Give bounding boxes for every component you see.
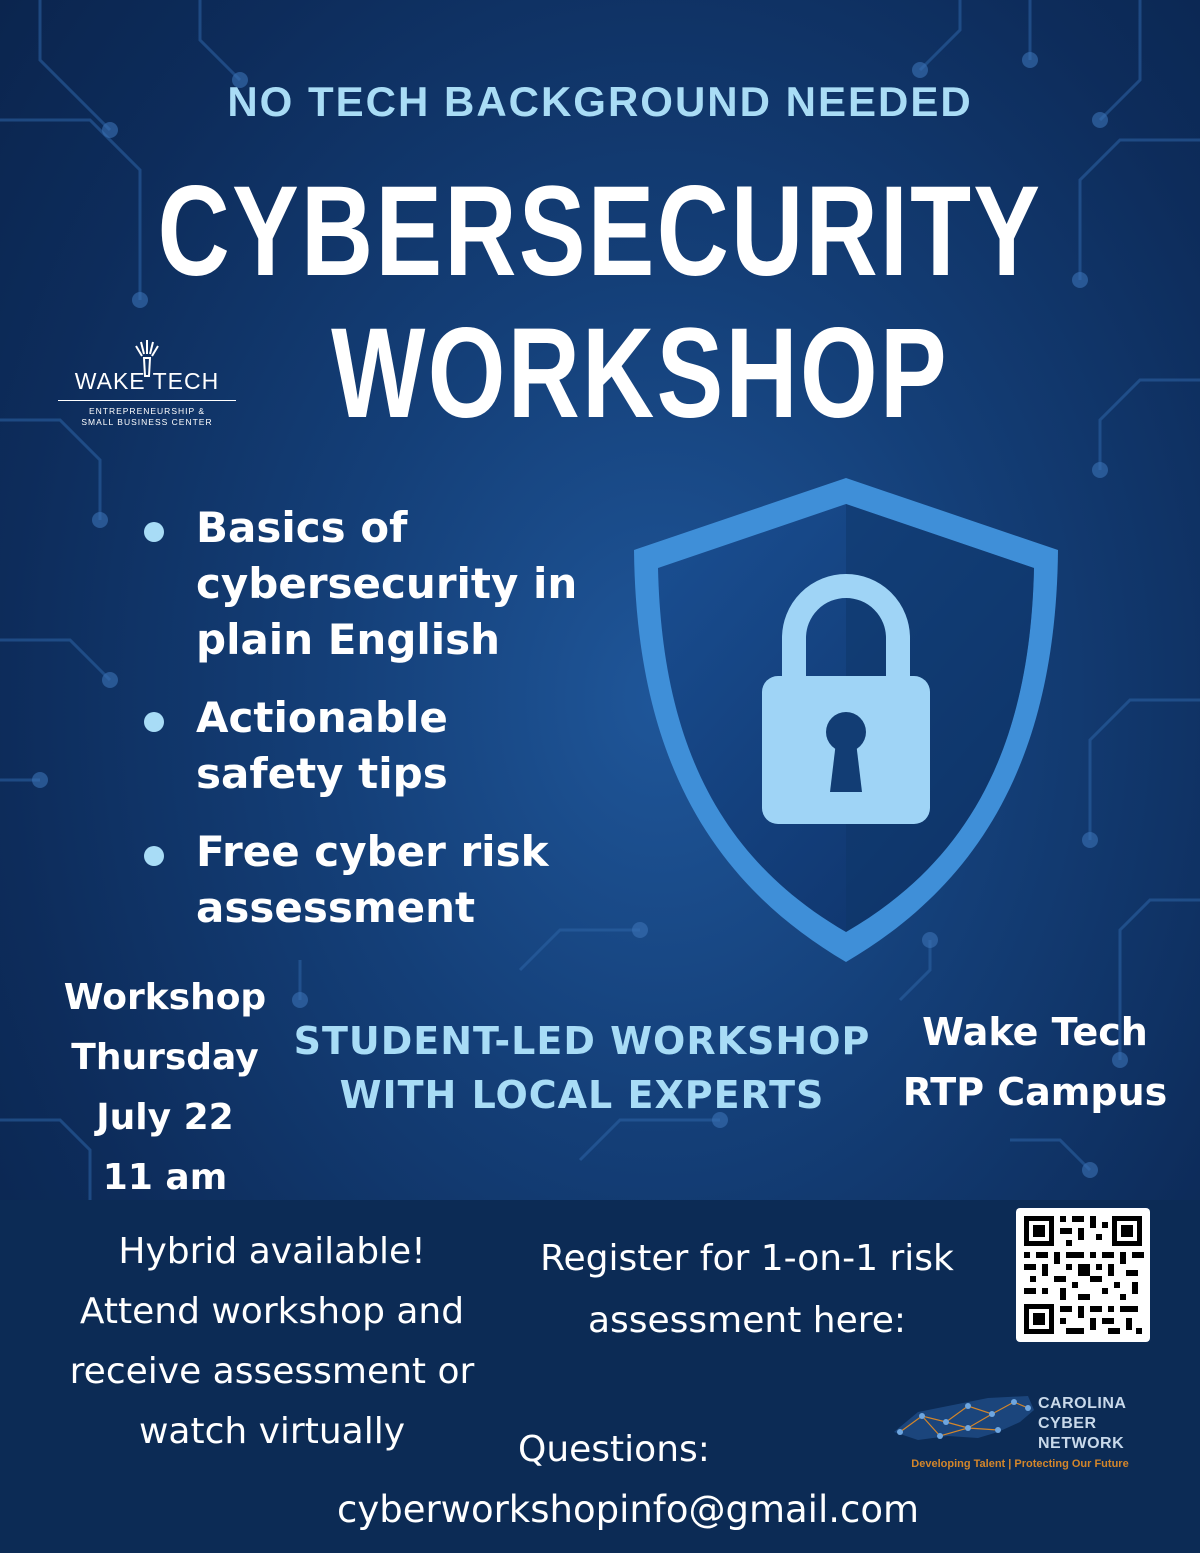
hybrid-line-1: Hybrid available! (118, 1231, 426, 1272)
bullet-dot-icon (144, 712, 164, 732)
nc-network-map-icon (888, 1392, 1038, 1448)
event-date: July 22 (96, 1097, 234, 1138)
partner-name-line-2: CYBER (1038, 1415, 1097, 1432)
event-day: Thursday (71, 1037, 259, 1078)
register-info (505, 1228, 989, 1352)
carolina-cyber-network-logo (888, 1390, 1150, 1476)
register-line-2: assessment here: (587, 1300, 907, 1341)
list-item (144, 500, 584, 668)
hybrid-line-4: watch virtually (138, 1411, 406, 1452)
bullet-text: Basics of cybersecurity in plain English (196, 503, 578, 664)
qr-code-icon (1016, 1208, 1150, 1342)
event-location (880, 1002, 1190, 1122)
event-time: 11 am (102, 1157, 228, 1198)
benefits-list (144, 500, 584, 958)
bullet-text: Actionable safety tips (196, 693, 448, 798)
bullet-dot-icon (144, 846, 164, 866)
partner-tagline: Developing Talent | Protecting Our Future (911, 1458, 1129, 1470)
partner-name (1038, 1394, 1158, 1454)
event-tagline (282, 1014, 882, 1122)
hybrid-line-3: receive assessment or (69, 1351, 475, 1392)
hybrid-info (30, 1222, 514, 1462)
kicker-text: NO TECH BACKGROUND NEEDED (227, 78, 973, 125)
tagline-line-2: WITH LOCAL EXPERTS (339, 1073, 825, 1117)
qr-code[interactable] (1016, 1208, 1150, 1342)
wake-tech-logo (52, 334, 242, 430)
bullet-dot-icon (144, 522, 164, 542)
contact-email-link[interactable]: cyberworkshopinfo@gmail.com (336, 1488, 920, 1531)
partner-name-line-1: CAROLINA (1038, 1395, 1127, 1412)
wake-tech-subtitle-1: ENTREPRENEURSHIP & (88, 406, 206, 416)
questions-label: Questions: (518, 1429, 710, 1470)
list-item (144, 824, 584, 936)
hybrid-line-2: Attend workshop and (79, 1291, 465, 1332)
partner-name-line-3: NETWORK (1038, 1435, 1125, 1452)
event-type-label: Workshop (63, 977, 267, 1018)
location-line-2: RTP Campus (902, 1070, 1168, 1114)
bullet-text: Free cyber risk assessment (196, 827, 549, 932)
list-item (144, 690, 584, 802)
page-title-line-1: CYBERSECURITY (157, 160, 1043, 303)
location-line-1: Wake Tech (922, 1010, 1148, 1054)
tagline-line-1: STUDENT-LED WORKSHOP (293, 1019, 871, 1063)
wake-tech-name: WAKE TECH (74, 368, 220, 394)
page-title-line-2: WORKSHOP (331, 302, 949, 445)
shield-lock-icon (626, 470, 1066, 970)
register-line-1: Register for 1-on-1 risk (540, 1238, 954, 1279)
event-date-block (40, 968, 290, 1208)
wake-tech-subtitle-2: SMALL BUSINESS CENTER (81, 417, 213, 427)
